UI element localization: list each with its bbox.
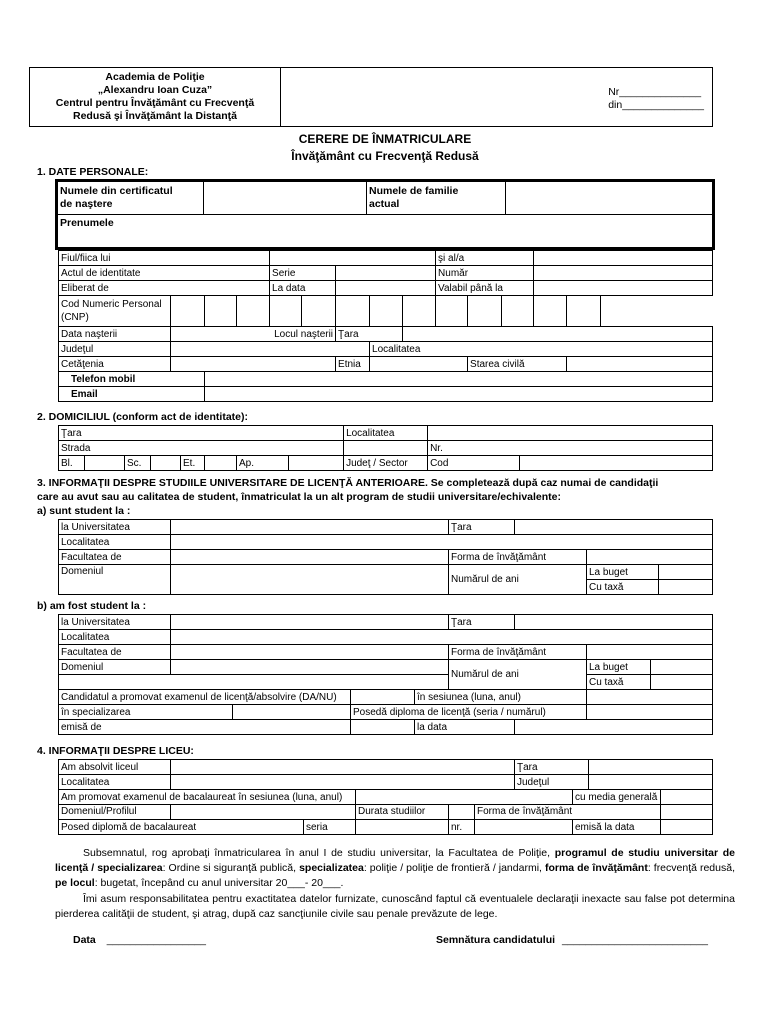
county-label: Judeţul <box>59 342 171 357</box>
hs-locality-field[interactable] <box>171 775 515 790</box>
civil-status-label: Starea civilă <box>468 357 567 372</box>
address-table <box>58 425 713 471</box>
section2-heading: 2. DOMICILIUL (conform act de identitate): <box>37 411 248 423</box>
bac-session-field[interactable] <box>356 790 573 805</box>
locality-field[interactable] <box>428 426 713 441</box>
serie-field[interactable] <box>336 266 436 281</box>
serie-label: Serie <box>270 266 336 281</box>
valid-until-field[interactable] <box>534 281 713 296</box>
locality-label: Localitatea <box>59 535 171 550</box>
university-field[interactable] <box>171 520 449 535</box>
hs-locality-label: Localitatea <box>59 775 171 790</box>
budget-label: La buget <box>587 565 659 580</box>
header-box <box>29 67 713 127</box>
ethnicity-label: Etnia <box>336 357 370 372</box>
numar-field[interactable] <box>534 266 713 281</box>
study-form-field[interactable] <box>587 550 713 565</box>
issue-date-field[interactable] <box>515 720 713 735</box>
faculty-label: Facultatea de <box>59 550 171 565</box>
citizenship-label: Cetăţenia <box>59 357 171 372</box>
ethnicity-field[interactable] <box>370 357 468 372</box>
fee-field[interactable] <box>659 580 713 595</box>
email-field[interactable] <box>205 387 713 402</box>
bac-series-field[interactable] <box>356 820 449 835</box>
bac-nr-label: nr. <box>449 820 475 835</box>
section4-heading: 4. INFORMAŢII DESPRE LICEU: <box>37 745 194 757</box>
street-field[interactable] <box>344 441 428 456</box>
cnp-digit[interactable] <box>237 296 270 327</box>
postal-code-label: Cod <box>428 456 520 471</box>
civil-status-field[interactable] <box>567 357 713 372</box>
domain-field[interactable] <box>171 565 449 595</box>
domain-field-extra[interactable] <box>59 675 449 690</box>
din-field[interactable]: din______________ <box>608 99 704 111</box>
section3b-label: b) am fost student la : <box>37 600 147 612</box>
hs-county-label: Judeţul <box>515 775 589 790</box>
years-label: Numărul de ani <box>449 660 587 690</box>
mother-field[interactable] <box>534 251 713 266</box>
budget-field[interactable] <box>659 565 713 580</box>
citizenship-field[interactable] <box>171 357 336 372</box>
hs-form-label: Forma de învăţământ <box>475 805 661 820</box>
birth-place-label: Locul naşterii <box>171 327 336 342</box>
cnp-digit[interactable] <box>567 296 601 327</box>
domain-label: Domeniul <box>59 565 171 595</box>
cnp-digit[interactable] <box>270 296 302 327</box>
signature-field[interactable]: _________________________ <box>561 934 708 946</box>
names-table <box>55 179 715 250</box>
issue-date-label: La data <box>270 281 336 296</box>
cnp-digit[interactable] <box>468 296 502 327</box>
section3-heading: 3. INFORMAŢII DESPRE STUDIILE UNIVERSITARE DE LICENŢĂ ANTERIOARE. Se completează după caz numai de candidaţii <box>37 477 659 489</box>
budget-field[interactable] <box>651 660 713 675</box>
et-label: Et. <box>181 456 205 471</box>
institution-line: Centrul pentru Învăţământ cu Frecvenţă <box>55 97 255 109</box>
valid-until-label: Valabil până la <box>436 281 534 296</box>
date-field[interactable]: _________________ <box>106 934 206 946</box>
form-title: CERERE DE ÎNMATRICULARE <box>298 132 472 146</box>
birth-country-field[interactable] <box>403 327 713 342</box>
faculty-field[interactable] <box>171 550 449 565</box>
signature-block <box>436 934 708 946</box>
bac-series-label: seria <box>304 820 356 835</box>
section3a-label: a) sunt student la : <box>37 505 131 517</box>
father-field[interactable] <box>270 251 436 266</box>
highschool-label: Am absolvit liceul <box>59 760 171 775</box>
former-university-table <box>58 614 713 735</box>
bl-label: Bl. <box>59 456 85 471</box>
bac-session-label: Am promovat examenul de bacalaureat în sesiunea (luna, anul) <box>59 790 356 805</box>
first-name-field[interactable]: Prenumele <box>57 215 714 249</box>
diploma-field[interactable] <box>587 705 713 720</box>
domain-label: Domeniul <box>59 660 171 675</box>
family-name-field[interactable] <box>506 181 714 215</box>
institution-line: Academia de Poliţie <box>105 71 205 83</box>
hs-country-label: Ţara <box>515 760 589 775</box>
birth-locality-label: Localitatea <box>370 342 713 357</box>
university-country-field[interactable] <box>515 520 713 535</box>
numar-label: Număr <box>436 266 534 281</box>
profile-field[interactable] <box>171 805 356 820</box>
locality-label: Localitatea <box>344 426 428 441</box>
county-field[interactable] <box>171 342 370 357</box>
budget-label: La buget <box>587 660 651 675</box>
declaration-responsibility: Îmi asum responsabilitatea pentru exactitatea datelor furnizate, cunoscând faptul că eventualele declaraţii inexacte sau false pot determina pierderea calităţii de student, şi atrag, după caz sancţiunile civile sau penale prevăzute de lege. <box>55 893 735 920</box>
session-label: în sesiunea (luna, anul) <box>415 690 587 705</box>
specialization-label: în specializarea <box>59 705 233 720</box>
faculty-label: Facultatea de <box>59 645 171 660</box>
street-nr-label: Nr. <box>428 441 713 456</box>
issued-by-field[interactable] <box>351 720 415 735</box>
county-sector-label: Judeţ / Sector <box>344 456 428 471</box>
signature-label: Semnătura candidatului <box>436 934 556 946</box>
issue-date-field[interactable] <box>336 281 436 296</box>
postal-code-field[interactable] <box>520 456 713 471</box>
years-label: Numărul de ani <box>449 565 587 595</box>
issue-date-label: la data <box>415 720 515 735</box>
bac-average-label: cu media generală <box>573 790 661 805</box>
nr-field[interactable]: Nr______________ <box>608 86 702 98</box>
study-form-label: Forma de învăţământ <box>449 645 587 660</box>
session-field[interactable] <box>587 690 713 705</box>
cnp-label: Cod Numeric Personal (CNP) <box>59 296 171 327</box>
cnp-digit[interactable] <box>370 296 403 327</box>
current-university-table <box>58 519 713 595</box>
personal-data-table <box>58 250 713 402</box>
phone-field[interactable] <box>205 372 713 387</box>
country-label: Ţara <box>59 426 344 441</box>
hs-form-field[interactable] <box>661 805 713 820</box>
cnp-digit[interactable] <box>205 296 237 327</box>
birth-name-field[interactable] <box>204 181 367 215</box>
fee-label: Cu taxă <box>587 675 651 690</box>
father-label: Fiul/fiica lui <box>59 251 270 266</box>
email-label: Email <box>59 387 205 402</box>
mother-label: şi al/a <box>436 251 534 266</box>
university-label: la Universitatea <box>59 615 171 630</box>
issued-by-label: emisă de <box>59 720 351 735</box>
sc-label: Sc. <box>125 456 151 471</box>
date-signature-line <box>73 934 206 946</box>
study-form-field[interactable] <box>587 645 713 660</box>
birth-date-label: Data naşterii <box>59 327 171 342</box>
cnp-digit[interactable] <box>502 296 534 327</box>
cnp-digit[interactable] <box>534 296 567 327</box>
cnp-digit[interactable] <box>171 296 205 327</box>
street-label: Strada <box>59 441 344 456</box>
id-doc-label: Actul de identitate <box>59 266 270 281</box>
declaration-request: Subsemnatul, rog aprobaţi înmatricularea în anul I de studiu universitar, la Facultatea de Poliţie, programul de studiu universitar de licenţă / specializarea: Ordine si siguranţă publică, specializatea: poliţie / poliţie de frontieră / jandarmi, forma de învăţământ: frecvenţă redusă, pe locul: bugetat, începând cu anul universitar 20___- 20___. <box>55 847 735 889</box>
ap-field[interactable] <box>289 456 344 471</box>
faculty-field[interactable] <box>171 645 449 660</box>
bl-field[interactable] <box>85 456 125 471</box>
bac-diploma-label: Posed diplomă de bacalaureat <box>59 820 304 835</box>
highschool-field[interactable] <box>171 760 515 775</box>
domain-field[interactable] <box>171 660 449 675</box>
university-label: la Universitatea <box>59 520 171 535</box>
cnp-digit[interactable] <box>436 296 468 327</box>
study-form-label: Forma de învăţământ <box>449 550 587 565</box>
institution-name <box>30 68 281 126</box>
fee-field[interactable] <box>651 675 713 690</box>
bac-issue-date-label: emisă la data <box>573 820 661 835</box>
exam-passed-label: Candidatul a promovat examenul de licenţă/absolvire (DA/NU) <box>59 690 351 705</box>
duration-label: Durata studiilor <box>356 805 449 820</box>
birth-name-label: Numele din certificatul de naştere <box>57 181 204 215</box>
family-name-label: Numele de familie actual <box>367 181 506 215</box>
issued-by-label: Eliberat de <box>59 281 270 296</box>
bac-nr-field[interactable] <box>475 820 573 835</box>
sc-field[interactable] <box>151 456 181 471</box>
university-country-field[interactable] <box>515 615 713 630</box>
duration-field[interactable] <box>449 805 475 820</box>
cnp-digit[interactable] <box>403 296 436 327</box>
section3-heading-cont: care au avut sau au calitatea de student, înmatriculat la un alt program de studii universitare/echivalente: <box>37 491 561 503</box>
bac-average-field[interactable] <box>661 790 713 805</box>
diploma-label: Posedă diploma de licenţă (seria / numărul) <box>351 705 587 720</box>
locality-label: Localitatea <box>59 630 171 645</box>
exam-passed-field[interactable] <box>351 690 415 705</box>
locality-field[interactable] <box>171 630 713 645</box>
et-field[interactable] <box>205 456 237 471</box>
institution-line: „Alexandru Ioan Cuza” <box>97 84 213 96</box>
cnp-digit[interactable] <box>336 296 370 327</box>
bac-issue-date-field[interactable] <box>661 820 713 835</box>
date-label: Data <box>73 934 96 946</box>
section1-heading: 1. DATE PERSONALE: <box>37 166 149 178</box>
form-subtitle: Învăţământ cu Frecvenţă Redusă <box>291 149 479 163</box>
cnp-digit[interactable] <box>302 296 336 327</box>
registration-number <box>608 86 704 112</box>
locality-field[interactable] <box>171 535 713 550</box>
birth-country-label: Ţara <box>336 327 403 342</box>
phone-label: Telefon mobil <box>59 372 205 387</box>
hs-county-field[interactable] <box>589 775 713 790</box>
institution-line: Redusă şi Învăţământ la Distanţă <box>73 110 237 122</box>
hs-country-field[interactable] <box>589 760 713 775</box>
specialization-field[interactable] <box>233 705 351 720</box>
fee-label: Cu taxă <box>587 580 659 595</box>
university-country-label: Ţara <box>449 520 515 535</box>
highschool-table <box>58 759 713 835</box>
university-country-label: Ţara <box>449 615 515 630</box>
ap-label: Ap. <box>237 456 289 471</box>
university-field[interactable] <box>171 615 449 630</box>
profile-label: Domeniul/Profilul <box>59 805 171 820</box>
